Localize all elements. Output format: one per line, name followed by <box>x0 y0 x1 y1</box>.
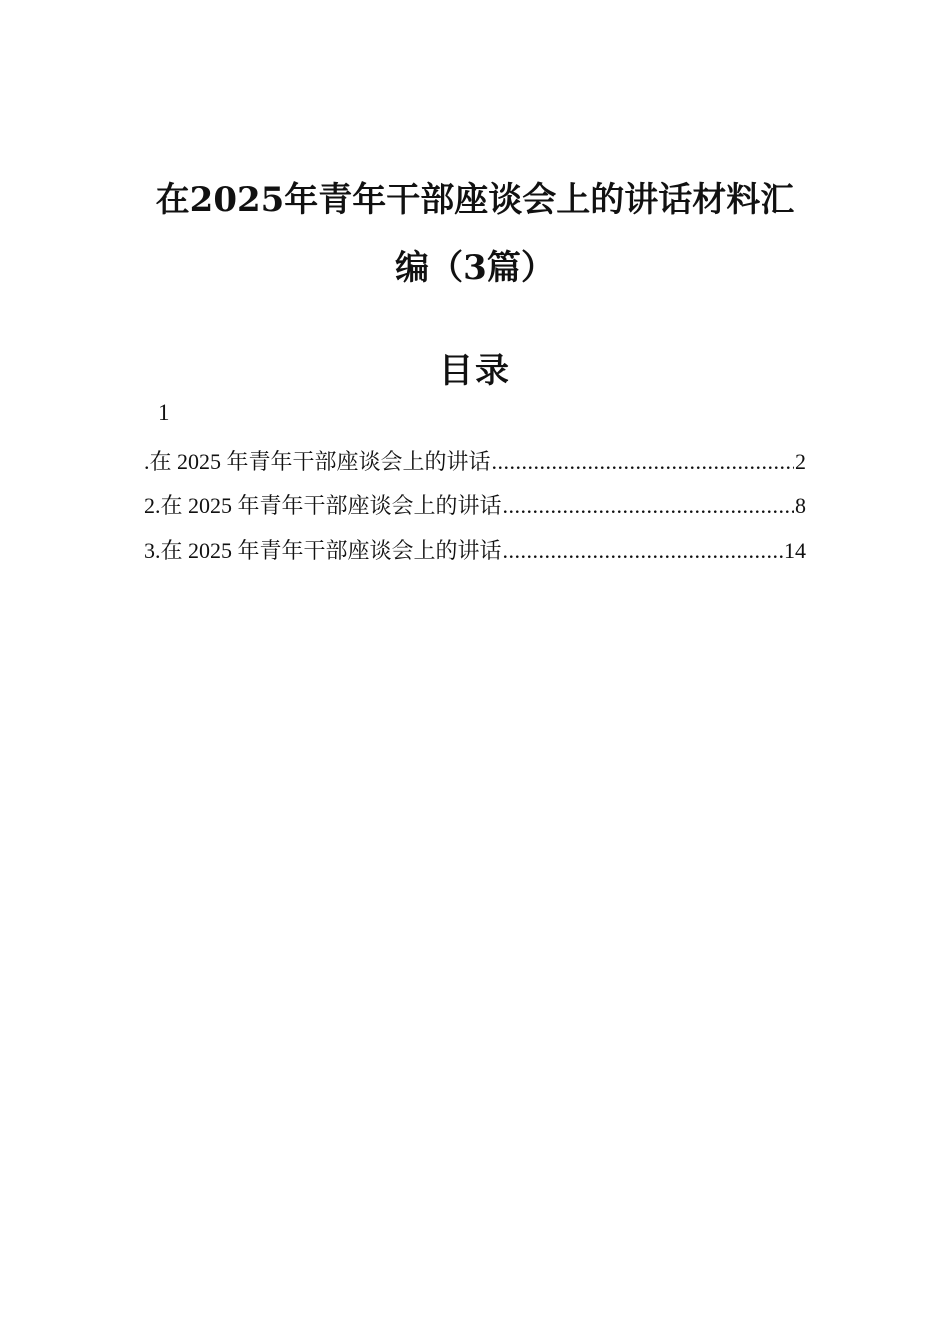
toc-entry-title: 2.在 2025 年青年干部座谈会上的讲话 <box>144 493 502 518</box>
document-title-line2: 编（3篇） <box>395 248 555 288</box>
toc-leader-dots <box>503 538 783 564</box>
toc-entry[interactable] <box>144 489 806 520</box>
toc-heading: 目录 <box>439 351 511 391</box>
toc-stray-number: 1 <box>158 400 170 425</box>
document-title-line1: 在2025年青年干部座谈会上的讲话材料汇 <box>155 180 795 220</box>
toc-entry[interactable] <box>144 534 806 565</box>
toc-leader-dots <box>503 493 794 519</box>
toc-entry-page: 14 <box>784 538 806 563</box>
toc-entry-page: 8 <box>795 493 806 518</box>
toc-leader-dots <box>492 449 794 475</box>
toc-entry-page: 2 <box>795 449 806 474</box>
toc-entry-title: 3.在 2025 年青年干部座谈会上的讲话 <box>144 538 502 563</box>
toc-entry-title: .在 2025 年青年干部座谈会上的讲话 <box>144 449 491 474</box>
toc-entry[interactable] <box>144 445 806 476</box>
